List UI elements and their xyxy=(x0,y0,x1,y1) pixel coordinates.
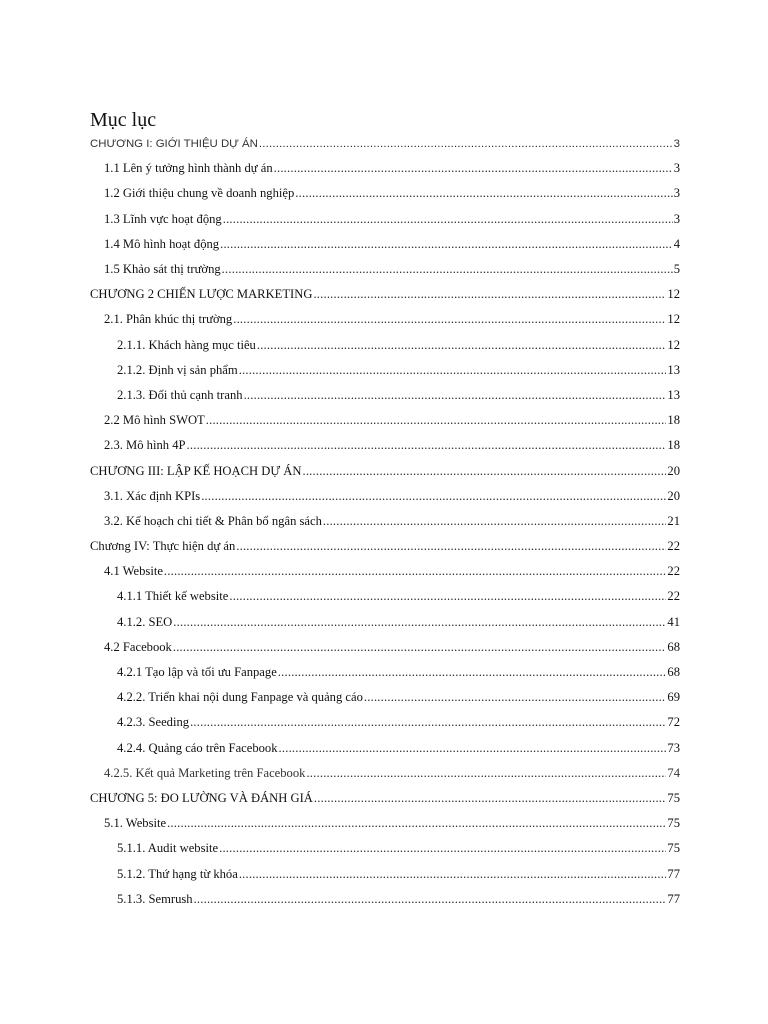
toc-entry-label: 4.1 Website xyxy=(104,564,163,579)
toc-entry[interactable] xyxy=(0,408,768,433)
toc-entry-label: 5.1.3. Semrush xyxy=(117,891,193,906)
toc-entry[interactable] xyxy=(0,761,768,786)
toc-entry-label: 4.2.4. Quảng cáo trên Facebook xyxy=(117,740,278,755)
toc-title: Mục lục xyxy=(90,109,157,131)
toc-entry[interactable] xyxy=(0,433,768,458)
toc-entry-label: 5.1.2. Thứ hạng từ khóa xyxy=(117,866,238,881)
toc-entry-label: 2.2 Mô hình SWOT xyxy=(104,413,205,428)
toc-dot-leader xyxy=(364,690,667,705)
toc-dot-leader xyxy=(323,514,667,529)
toc-page-number: 3 xyxy=(673,161,680,176)
toc-entry[interactable] xyxy=(0,307,768,332)
toc-page-number: 77 xyxy=(667,866,680,881)
toc-dot-leader xyxy=(164,564,666,579)
toc-dot-leader xyxy=(274,161,673,176)
toc-entry[interactable] xyxy=(0,736,768,761)
toc-dot-leader xyxy=(222,262,673,277)
toc-entry-label: 2.3. Mô hình 4P xyxy=(104,438,186,453)
toc-page-number: 73 xyxy=(667,740,680,755)
toc-dot-leader xyxy=(313,287,666,302)
toc-page-number: 22 xyxy=(667,589,680,604)
toc-entry[interactable] xyxy=(0,156,768,181)
toc-entry[interactable] xyxy=(0,786,768,811)
toc-page-number: 75 xyxy=(667,841,680,856)
toc-entry-label: 2.1.2. Định vị sản phẩm xyxy=(117,362,238,377)
toc-dot-leader xyxy=(257,338,667,353)
toc-dot-leader xyxy=(239,867,667,882)
table-of-contents xyxy=(0,131,768,912)
toc-entry[interactable] xyxy=(0,861,768,886)
toc-dot-leader xyxy=(229,589,666,604)
toc-dot-leader xyxy=(206,413,667,428)
toc-entry[interactable] xyxy=(0,358,768,383)
toc-page-number: 22 xyxy=(667,539,680,554)
toc-entry[interactable] xyxy=(0,333,768,358)
toc-page-number: 3 xyxy=(673,137,680,150)
toc-dot-leader xyxy=(279,741,667,756)
toc-page-number: 4 xyxy=(673,236,680,251)
toc-dot-leader xyxy=(236,539,666,554)
toc-dot-leader xyxy=(201,489,666,504)
toc-entry-label: 2.1.3. Đối thủ cạnh tranh xyxy=(117,387,243,402)
toc-entry-label: 4.1.1 Thiết kế website xyxy=(117,589,229,604)
toc-page-number: 3 xyxy=(673,211,680,226)
toc-dot-leader xyxy=(173,640,667,655)
toc-page-number: 75 xyxy=(667,816,680,831)
toc-entry[interactable] xyxy=(0,383,768,408)
toc-entry-label: 4.1.2. SEO xyxy=(117,614,173,629)
toc-page-number: 13 xyxy=(667,387,680,402)
toc-entry[interactable] xyxy=(0,584,768,609)
toc-entry-label: 3.2. Kế hoạch chi tiết & Phân bổ ngân sách xyxy=(104,513,322,528)
toc-page-number: 75 xyxy=(667,790,680,805)
toc-dot-leader xyxy=(244,388,667,403)
toc-entry-label: 2.1. Phân khúc thị trường xyxy=(104,312,233,327)
toc-page-number: 22 xyxy=(667,564,680,579)
toc-dot-leader xyxy=(239,363,667,378)
toc-page-number: 12 xyxy=(667,312,680,327)
toc-entry[interactable] xyxy=(0,559,768,584)
toc-page-number: 18 xyxy=(667,413,680,428)
toc-entry-label: CHƯƠNG III: LẬP KẾ HOẠCH DỰ ÁN xyxy=(90,463,302,478)
toc-entry-label: 1.1 Lên ý tưởng hình thành dự án xyxy=(104,161,273,176)
toc-entry[interactable] xyxy=(0,131,768,156)
toc-entry-label: 1.4 Mô hình hoạt động xyxy=(104,236,220,251)
toc-entry[interactable] xyxy=(0,635,768,660)
toc-entry-label: 4.2.3. Seeding xyxy=(117,715,190,730)
toc-page-number: 12 xyxy=(667,287,680,302)
toc-entry[interactable] xyxy=(0,811,768,836)
toc-entry[interactable] xyxy=(0,484,768,509)
toc-page-number: 68 xyxy=(667,665,680,680)
toc-entry[interactable] xyxy=(0,458,768,483)
toc-page-number: 12 xyxy=(667,337,680,352)
toc-page-number: 5 xyxy=(673,262,680,277)
toc-dot-leader xyxy=(190,715,666,730)
toc-page-number: 68 xyxy=(667,639,680,654)
toc-page-number: 69 xyxy=(667,690,680,705)
toc-dot-leader xyxy=(278,665,667,680)
toc-entry-label: 2.1.1. Khách hàng mục tiêu xyxy=(117,337,256,352)
toc-page-number: 72 xyxy=(667,715,680,730)
toc-entry[interactable] xyxy=(0,836,768,861)
toc-entry[interactable] xyxy=(0,282,768,307)
toc-entry[interactable] xyxy=(0,710,768,735)
toc-dot-leader xyxy=(259,138,673,150)
toc-page-number: 77 xyxy=(667,891,680,906)
toc-entry[interactable] xyxy=(0,181,768,206)
toc-dot-leader xyxy=(173,615,666,630)
toc-entry-label: 5.1.1. Audit website xyxy=(117,841,219,856)
toc-dot-leader xyxy=(167,816,666,831)
toc-entry-label: CHƯƠNG 5: ĐO LƯỜNG VÀ ĐÁNH GIÁ xyxy=(90,790,313,805)
toc-entry[interactable] xyxy=(0,685,768,710)
toc-entry-label: 1.3 Lĩnh vực hoạt động xyxy=(104,211,222,226)
toc-dot-leader xyxy=(219,841,666,856)
toc-entry[interactable] xyxy=(0,232,768,257)
toc-page-number: 74 xyxy=(667,765,680,780)
toc-entry[interactable] xyxy=(0,257,768,282)
toc-page-number: 20 xyxy=(667,463,680,478)
toc-entry-label: 3.1. Xác định KPIs xyxy=(104,488,201,503)
toc-entry[interactable] xyxy=(0,887,768,912)
toc-entry-label: 5.1. Website xyxy=(104,816,167,831)
toc-entry-label: 4.2 Facebook xyxy=(104,639,172,654)
toc-page-number: 3 xyxy=(673,186,680,201)
toc-dot-leader xyxy=(233,312,666,327)
toc-dot-leader xyxy=(302,464,666,479)
toc-entry-label: CHƯƠNG I: GIỚI THIỆU DỰ ÁN xyxy=(90,137,258,150)
toc-entry-label: 4.2.5. Kết quả Marketing trên Facebook xyxy=(104,765,306,780)
toc-dot-leader xyxy=(223,212,673,227)
toc-entry[interactable] xyxy=(0,509,768,534)
toc-entry-label: CHƯƠNG 2 CHIẾN LƯỢC MARKETING xyxy=(90,287,313,302)
toc-entry-label: 4.2.2. Triển khai nội dung Fanpage và quảng cáo xyxy=(117,690,363,705)
toc-dot-leader xyxy=(220,237,673,252)
toc-dot-leader xyxy=(187,438,667,453)
toc-page-number: 41 xyxy=(667,614,680,629)
toc-entry-label: 4.2.1 Tạo lập và tối ưu Fanpage xyxy=(117,665,277,680)
toc-page-number: 13 xyxy=(667,362,680,377)
toc-entry-label: Chương IV: Thực hiện dự án xyxy=(90,539,236,554)
toc-entry[interactable] xyxy=(0,610,768,635)
toc-dot-leader xyxy=(314,791,667,806)
toc-page-number: 21 xyxy=(667,513,680,528)
toc-dot-leader xyxy=(295,186,672,201)
toc-entry[interactable] xyxy=(0,660,768,685)
toc-entry-label: 1.2 Giới thiệu chung về doanh nghiệp xyxy=(104,186,295,201)
toc-dot-leader xyxy=(306,766,666,781)
toc-entry[interactable] xyxy=(0,534,768,559)
toc-entry[interactable] xyxy=(0,207,768,232)
toc-entry-label: 1.5 Khảo sát thị trường xyxy=(104,262,221,277)
toc-page-number: 20 xyxy=(667,488,680,503)
toc-page-number: 18 xyxy=(667,438,680,453)
toc-dot-leader xyxy=(194,892,667,907)
